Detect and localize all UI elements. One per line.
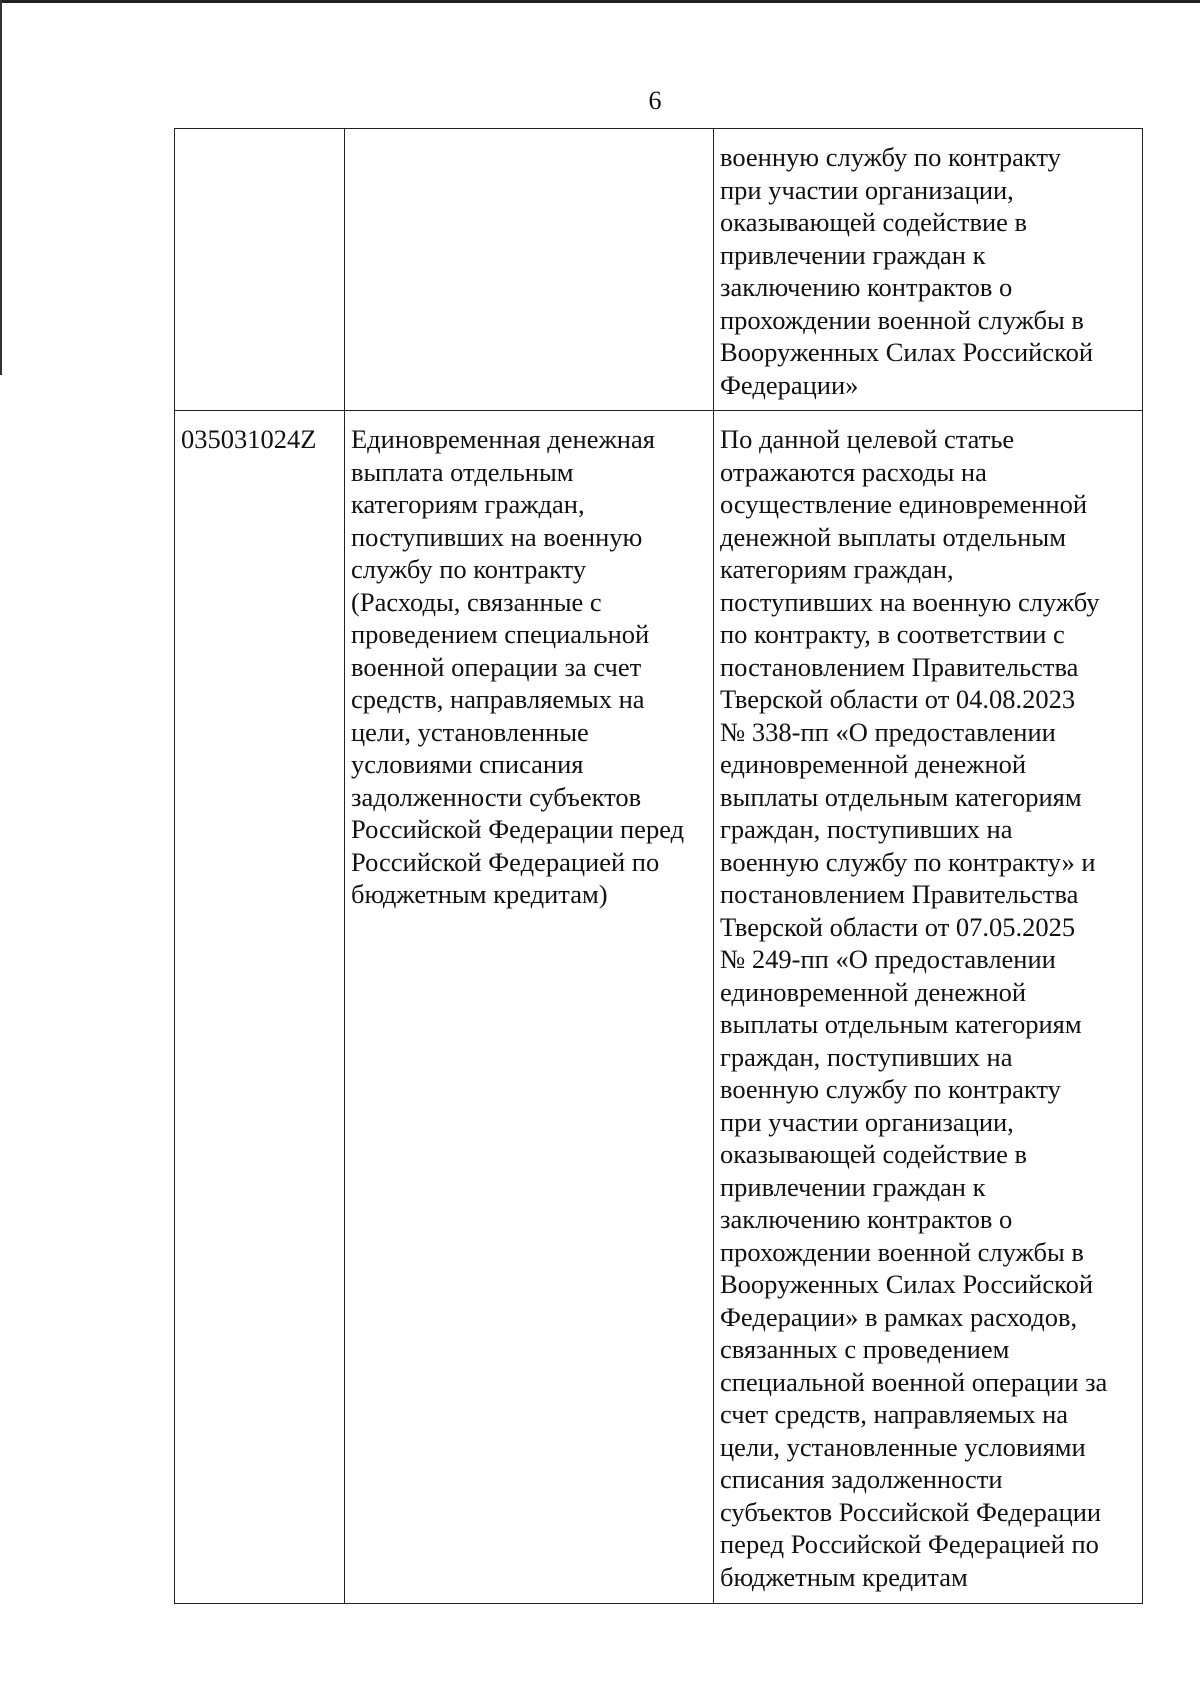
cell-text-line: По данной целевой статье: [720, 424, 1015, 454]
cell-text-line: заключению контрактов о: [720, 272, 1013, 302]
cell-text-line: Российской Федерацией по: [351, 846, 660, 877]
cell-text-line: постановлением Правительства: [720, 879, 1079, 909]
cell-text-line: оказывающей содействие в: [720, 1139, 1028, 1169]
page-number: 6: [648, 86, 662, 115]
code-cell: [175, 129, 345, 411]
cell-text-line: Единовременная денежная: [351, 424, 655, 454]
cell-text-line: субъектов Российской Федерации: [720, 1496, 1102, 1527]
cell-text-line: оказывающей содействие в: [720, 207, 1028, 237]
cell-text-line: поступивших на военную службу: [720, 586, 1100, 617]
cell-text-line: прохождении военной службы в: [720, 304, 1084, 335]
cell-text-line: Вооруженных Силах Российской: [720, 1269, 1094, 1299]
cell-text-line: списания задолженности: [720, 1464, 1003, 1494]
cell-text-line: Тверской области от 04.08.2023: [720, 684, 1076, 714]
description-cell: [714, 129, 1143, 411]
cell-text-line: военную службу по контракту: [720, 142, 1061, 172]
cell-text-line: единовременной денежной: [720, 749, 1027, 779]
cell-text-line: категориям граждан,: [720, 554, 954, 584]
description-cell: [714, 411, 1143, 1604]
table-row: [175, 129, 1143, 411]
cell-text-line: № 338-пп «О предоставлении: [720, 716, 1056, 747]
cell-text-line: денежной выплаты отдельным: [720, 521, 1066, 552]
name-cell: [345, 411, 714, 1604]
cell-text-line: прохождении военной службы в: [720, 1236, 1084, 1267]
cell-text-line: военной операции за счет: [351, 651, 642, 682]
cell-text-line: постановлением Правительства: [720, 651, 1079, 682]
code-text: 035031024Z: [181, 424, 317, 454]
cell-text-line: осуществление единовременной: [720, 489, 1088, 519]
cell-text-line: № 249-пп «О предоставлении: [720, 944, 1056, 974]
cell-text-line: перед Российской Федерацией по: [720, 1529, 1099, 1559]
cell-text-line: связанных с проведением: [720, 1334, 1010, 1364]
cell-text-line: проведением специальной: [351, 619, 650, 649]
cell-text-line: Вооруженных Силах Российской: [720, 337, 1094, 367]
cell-text-line: цели, установленные условиями: [720, 1431, 1086, 1462]
cell-text-line: отражаются расходы на: [720, 456, 987, 487]
page-top-edge: [0, 0, 1200, 3]
cell-text-line: граждан, поступивших на: [720, 1041, 1013, 1072]
cell-text-line: (Расходы, связанные с: [351, 586, 602, 617]
cell-text-line: выплата отдельным: [351, 456, 574, 487]
budget-classification-table: [174, 128, 1143, 1604]
cell-text-line: Федерации» в рамках расходов,: [720, 1301, 1078, 1332]
cell-text-line: заключению контрактов о: [720, 1204, 1013, 1234]
cell-text-line: Федерации»: [720, 369, 859, 400]
cell-text-line: счет средств, направляемых на: [720, 1399, 1069, 1429]
cell-text-line: задолженности субъектов: [351, 781, 642, 812]
cell-text-line: при участии организации,: [720, 174, 1014, 205]
cell-text-line: привлечении граждан к: [720, 1171, 986, 1202]
code-cell: [175, 411, 345, 1604]
cell-text-line: при участии организации,: [720, 1106, 1014, 1137]
cell-text-line: категориям граждан,: [351, 489, 585, 519]
cell-text-line: привлечении граждан к: [720, 239, 986, 270]
cell-text-line: выплаты отдельным категориям: [720, 781, 1082, 812]
cell-text-line: военную службу по контракту: [720, 1074, 1061, 1104]
cell-text-line: специальной военной операции за: [720, 1366, 1108, 1397]
cell-text-line: службу по контракту: [351, 554, 587, 584]
cell-text-line: поступивших на военную: [351, 521, 643, 552]
cell-text-line: военную службу по контракту» и: [720, 846, 1096, 877]
cell-text-line: средств, направляемых на: [351, 684, 645, 714]
cell-text-line: выплаты отдельным категориям: [720, 1009, 1082, 1039]
table-row: [175, 411, 1143, 1604]
page-left-edge: [0, 0, 2, 375]
cell-text-line: Тверской области от 07.05.2025: [720, 911, 1076, 942]
cell-text-line: бюджетным кредитам): [351, 879, 608, 909]
cell-text-line: граждан, поступивших на: [720, 814, 1013, 844]
cell-text-line: бюджетным кредитам: [720, 1561, 968, 1592]
cell-text-line: Российской Федерации перед: [351, 814, 685, 844]
cell-text-line: единовременной денежной: [720, 976, 1027, 1007]
cell-text-line: условиями списания: [351, 749, 584, 779]
name-cell: [345, 129, 714, 411]
cell-text-line: по контракту, в соответствии с: [720, 619, 1065, 649]
cell-text-line: цели, установленные: [351, 716, 589, 747]
